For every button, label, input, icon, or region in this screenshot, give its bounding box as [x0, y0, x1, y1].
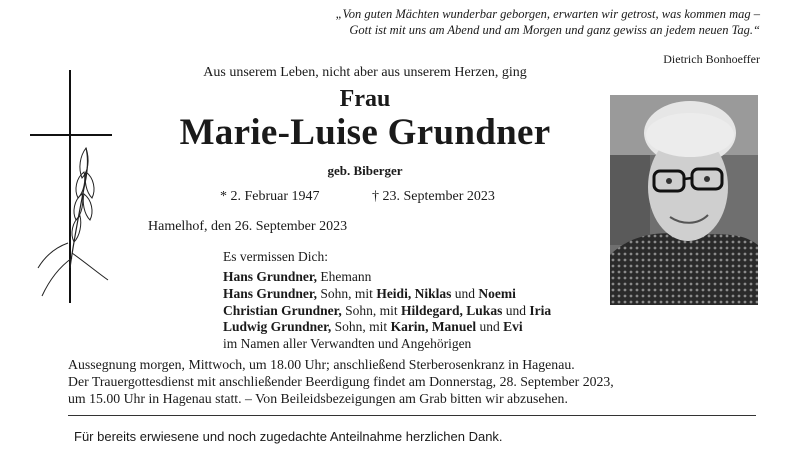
relative-names: Karin, Manuel	[390, 319, 477, 335]
relation-text: und	[451, 285, 479, 301]
notice-line: Der Trauergottesdienst mit anschließender Beerdigung findet am Donnerstag, 28. September 2023,	[68, 374, 614, 389]
mourners-list	[223, 269, 551, 353]
mourner-name: Christian Grundner,	[223, 302, 342, 318]
birth-date: * 2. Februar 1947	[220, 189, 320, 204]
thanks-line: Für bereits erwiesene und noch zugedachte Anteilnahme herzlichen Dank.	[74, 429, 503, 444]
place-and-date: Hamelhof, den 26. September 2023	[148, 219, 348, 234]
service-notice	[68, 356, 614, 407]
mourner-name: Hans Grundner,	[223, 285, 318, 301]
relation-text: Ehemann	[317, 269, 372, 284]
quote-line: „Von guten Mächten wunderbar geborgen, erwarten wir getrost, was kommen mag –	[335, 7, 760, 21]
relation-text: Sohn, mit	[341, 302, 402, 318]
mourner-line	[223, 319, 551, 336]
salutation: Frau	[339, 86, 391, 112]
missing-label: Es vermissen Dich:	[223, 249, 328, 264]
relation-text: im Namen aller Verwandten und Angehörigen	[223, 336, 472, 352]
divider	[68, 415, 756, 416]
deceased-name: Marie-Luise Grundner	[179, 112, 551, 153]
relative-names: Noemi	[478, 285, 516, 301]
relative-names: Iria	[529, 302, 552, 318]
intro-line: Aus unserem Leben, nicht aber aus unserem Herzen, ging	[203, 65, 527, 80]
relative-names: Evi	[503, 319, 523, 335]
portrait-photo	[610, 95, 758, 305]
bonhoeffer-quote	[120, 6, 760, 38]
relation-text: Sohn, mit	[331, 319, 391, 335]
death-date: † 23. September 2023	[372, 189, 495, 204]
mourner-line	[223, 336, 551, 353]
relative-names: Hildegard, Lukas	[401, 302, 503, 318]
quote-line: Gott ist mit uns am Abend und am Morgen und ganz gewiss an jedem neuen Tag.“	[349, 23, 760, 37]
mourner-line	[223, 286, 551, 303]
notice-line: Aussegnung morgen, Mittwoch, um 18.00 Uhr; anschließend Sterberosenkranz in Hagenau.	[68, 357, 575, 372]
quote-author: Dietrich Bonhoeffer	[663, 52, 760, 66]
mourner-name: Hans Grundner,	[223, 269, 318, 284]
relative-names: Heidi, Niklas	[376, 285, 452, 301]
maiden-name: geb. Biberger	[327, 163, 403, 178]
relation-text: und	[476, 319, 504, 335]
mourner-line	[223, 269, 551, 286]
relation-text: Sohn, mit	[317, 285, 377, 301]
mourner-name: Ludwig Grundner,	[223, 319, 332, 335]
relation-text: und	[502, 302, 530, 318]
notice-line: um 15.00 Uhr in Hagenau statt. – Von Beileidsbezeigungen am Grab bitten wir abzusehen.	[68, 391, 568, 406]
mourner-line	[223, 303, 551, 320]
